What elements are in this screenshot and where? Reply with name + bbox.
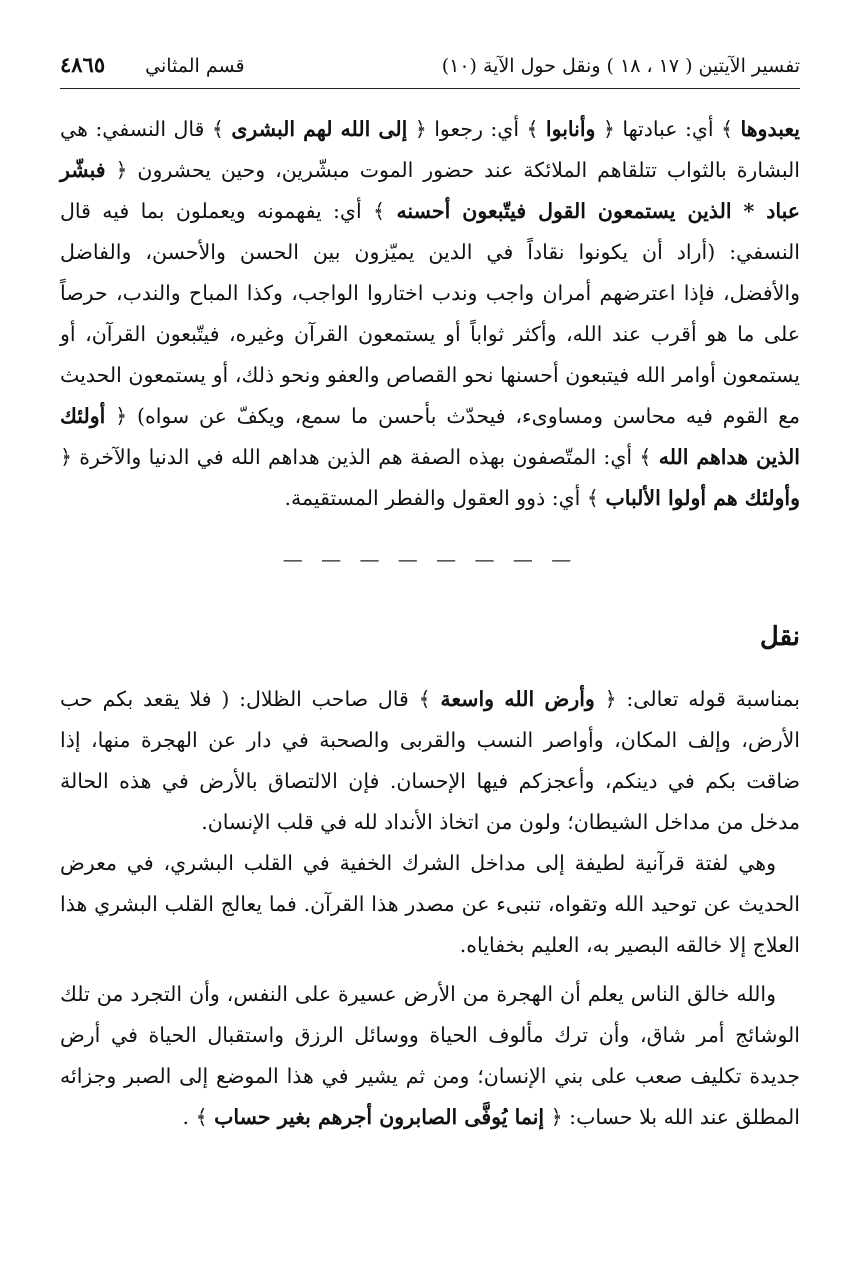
section-separator: — — — — — — — — <box>282 547 578 571</box>
quote-paragraph: وهي لفتة قرآنية لطيفة إلى مداخل الشرك الخفية في القلب البشري، في معرض الحديث عن توحيد الله وتقواه، تنبىء عن مصدر هذا القرآن. فما يعالج القلب البشري هذا العلاج إلا خالقه البصير به، العليم بخفاياه. <box>60 851 800 957</box>
commentary-text: ﴾ أي: يفهمونه ويعملون بما فيه قال النسفي: (أراد أن يكونوا نقاداً في الدين يميّزون بين الحسن والأحسن، والفاضل والأفضل، فإذا اعترضهم أمران واجب وندب اختاروا الواجب، وكذا المباح والندب، حرصاً على ما هو أقرب عند الله، وأكثر ثواباً أو يستمعون القرآن وغيره، فيتّبعون القرآن، أو يستمعون أوامر الله فيتبعون أحسنها نحو القصاص والعفو ونحو ذلك، أو يستمعون الحديث مع القوم فيه محاسن ومساوىء، فيحدّث بأحسن ما سمع، ويكفّ عن سواه) ﴿ <box>60 199 800 428</box>
paragraph-text: بمناسبة قوله تعالى: ﴿ <box>594 687 800 711</box>
page-number: ٤٨٦٥ <box>60 52 106 77</box>
commentary-text: ﴾ أي: المتّصفون بهذه الصفة هم الذين هداهم الله في الدنيا والآخرة ﴿ <box>60 445 659 469</box>
commentary-text: ﴾ أي: ذوو العقول والفطر المستقيمة. <box>284 486 606 510</box>
commentary-text: ﴾ أي: عبادتها ﴿ <box>595 117 741 141</box>
quran-quote: وأنابوا <box>545 117 596 141</box>
quran-quote: يعبدوها <box>740 117 800 141</box>
quran-quote: إلى الله لهم البشرى <box>231 117 408 141</box>
quran-quote: وأولئك هم أولوا الألباب <box>605 486 800 510</box>
quran-quote: وأرض الله واسعة <box>440 687 595 711</box>
header-title: تفسير الآيتين ( ١٧ ، ١٨ ) ونقل حول الآية (١٠) <box>441 55 800 77</box>
section-title: نقل <box>759 622 800 652</box>
paragraph-text: والله خالق الناس يعلم أن الهجرة من الأرض عسيرة على النفس، وأن التجرد من تلك الوشائج أمر شاق، وأن ترك مألوف الحياة ووسائل الرزق واستقبال الحياة في أرض جديدة تكليف صعب على بني الإنسان؛ ومن ثم يشير في هذا الموضع إلى الصبر وجزائه المطلق عند الله بلا حساب: ﴿ <box>60 982 800 1129</box>
paragraph-text: ﴾ قال صاحب الظلال: ( فلا يقعد بكم حب الأرض، وإلف المكان، وأواصر النسب والقربى والصحبة في دار عن الهجرة منها، إذا ضاقت بكم في دينكم، وأعجزكم فيها الإحسان. فإن الالتصاق بالأرض في هذه الحالة مدخل من مداخل الشيطان؛ ولون من اتخاذ الأنداد لله في قلب الإنسان. <box>60 687 800 834</box>
page-content <box>60 52 800 1138</box>
quran-quote: إنما يُوفَّى الصابرون أجرهم بغير حساب <box>214 1105 545 1129</box>
quote-paragraph <box>60 679 800 843</box>
running-header <box>60 52 800 89</box>
commentary-paragraph <box>60 109 800 519</box>
commentary-text: ﴾ قال النسفي: هي البشارة بالثواب تتلقاهم الملائكة عند حضور الموت مبشّرين، وحين يحشرون ﴿ <box>60 117 800 182</box>
paragraph-text: ﴾ . <box>182 1105 215 1129</box>
commentary-text: ﴾ أي: رجعوا ﴿ <box>407 117 546 141</box>
header-section: قسم المثاني <box>145 55 245 77</box>
quran-quote: أولئك الذين هداهم الله <box>60 404 800 469</box>
quran-quote: فبشّر عباد * الذين يستمعون القول فيتّبعون أحسنه <box>60 158 801 223</box>
quote-paragraph <box>60 974 800 1138</box>
